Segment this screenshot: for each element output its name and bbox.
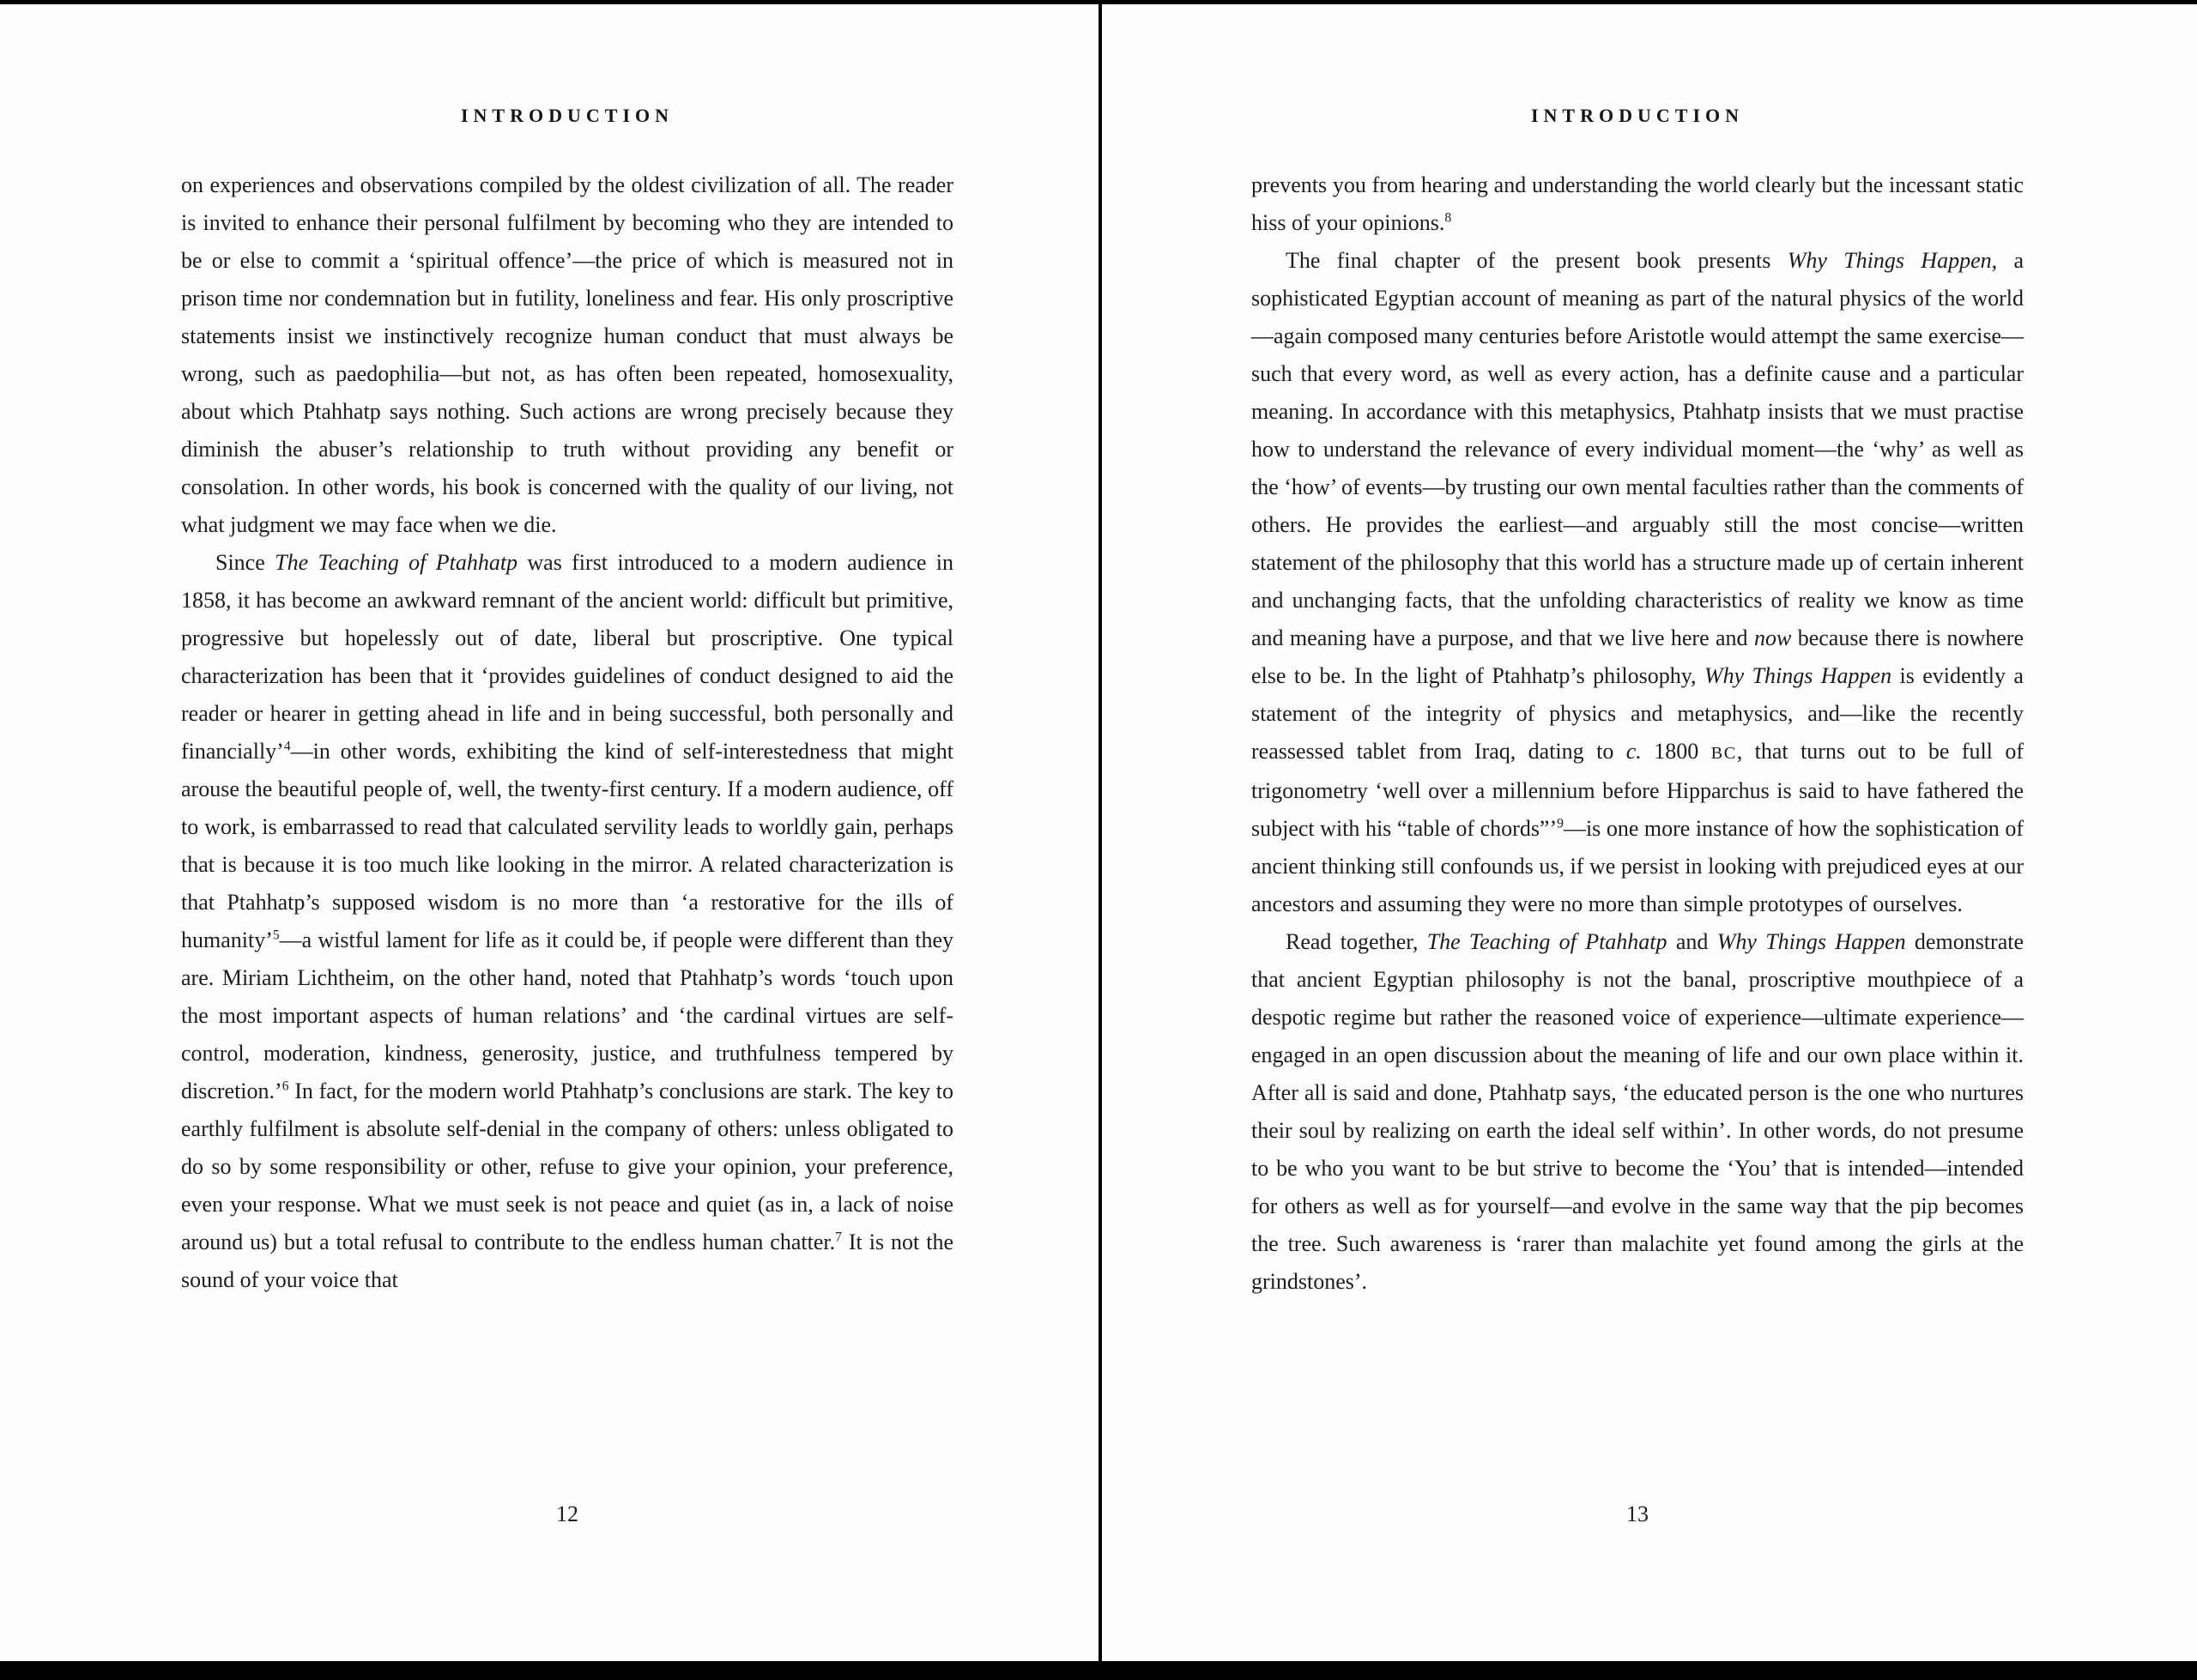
page-body-left xyxy=(181,166,953,1299)
text-run: 1800 xyxy=(1641,739,1711,764)
text-run: 6 xyxy=(281,1079,289,1094)
text-run: In fact, for the modern world Ptahhatp’s conclusions are stark. The key to earthly fulfilment is absolute self-denial in the company of others: unless obligated to do so by some responsibility or other, refuse to give your opinion, your preference, even your response. What we must seek is not peace and quiet (as in, a lack of noise around us) but a total refusal to contribute to the endless human chatter. xyxy=(181,1079,953,1254)
text-run: Why Things Happen xyxy=(1716,929,1906,954)
paragraph xyxy=(1251,242,2024,923)
text-run: 8 xyxy=(1444,210,1452,226)
paragraph xyxy=(181,166,953,544)
text-run: The final chapter of the present book presents xyxy=(1286,248,1788,273)
text-run: , that turns out to be full of trigonometry ‘well over a millennium before Hipparchus is said to have fathered the subject with his “table of chords”’ xyxy=(1251,739,2024,841)
text-run: The Teaching of Ptahhatp xyxy=(1426,929,1667,954)
text-run: demonstrate that ancient Egyptian philosophy is not the banal, proscriptive mouthpiece of a despotic regime but rather the reasoned voice of experience—ultimate experience—engaged in an open discussion about the meaning of life and our own place within it. After all is said and done, Ptahhatp says, ‘the educated person is the one who nurtures their soul by realizing on earth the ideal self within’. In other words, do not presume to be who you want to be but strive to become the ‘You’ that is intended—intended for others as well as for yourself—and evolve in the same way that the pip becomes the tree. Such awareness is ‘rarer than malachite yet found among the girls at the grindstones’. xyxy=(1251,929,2024,1294)
text-run: The Teaching of Ptahhatp xyxy=(275,550,518,575)
text-run: now xyxy=(1753,625,1792,650)
text-run: , a sophisticated Egyptian account of meaning as part of the natural physics of the world—again composed many centuries before Aristotle would attempt the same exercise—such that every word, as well as every action, has a definite cause and a particular meaning. In accordance with this metaphysics, Ptahhatp insists that we must practise how to understand the relevance of every individual moment—the ‘why’ as well as the ‘how’ of events—by trusting our own mental faculties rather than the comments of others. He provides the earliest—and arguably still the most concise—written statement of the philosophy that this world has a structure made up of certain inherent and unchanging facts, that the unfolding characteristics of reality we know as time and meaning have a purpose, and that we live here and xyxy=(1251,248,2024,650)
text-run: 4 xyxy=(283,739,291,754)
page-right xyxy=(1102,0,2197,1680)
text-run: c. xyxy=(1625,739,1642,764)
running-head-right: INTRODUCTION xyxy=(1530,105,1745,126)
text-run: 9 xyxy=(1557,816,1564,831)
paragraph xyxy=(1251,923,2024,1301)
text-run: was first introduced to a modern audience in 1858, it has become an awkward remnant of the ancient world: difficult but primitive, progressive but hopelessly out of date, liberal but proscriptive. One typical characterization has been that it ‘provides guidelines of conduct designed to aid the reader or hearer in getting ahead in life and in being successful, both personally and financially’ xyxy=(181,550,954,764)
text-run: —a wistful lament for life as it could be, if people were different than they are. Miriam Lichtheim, on the other hand, noted that Ptahhatp’s words ‘touch upon the most important aspects of human relations’ and ‘the cardinal virtues are self-control, moderation, kindness, generosity, justice, and truthfulness tempered by discretion.’ xyxy=(181,928,953,1103)
page-number-left: 12 xyxy=(556,1502,578,1526)
text-run: —is one more instance of how the sophistication of ancient thinking still confounds us, if we persist in looking with prejudiced eyes at our ancestors and assuming they were no more than simple prototypes of ourselves. xyxy=(1251,816,2025,916)
text-run: 7 xyxy=(835,1230,842,1245)
text-run: Read together, xyxy=(1286,929,1427,954)
text-run: prevents you from hearing and understanding the world clearly but the incessant static hiss of your opinions. xyxy=(1251,172,2024,235)
text-run: on experiences and observations compiled by the oldest civilization of all. The reader is invited to enhance their personal fulfilment by becoming who they are intended to be or else to commit a ‘spiritual offence’—the price of which is measured not in prison time nor condemnation but in futility, loneliness and fear. His only proscriptive statements insist we instinctively recognize human conduct that must always be wrong, such as paedophilia—but not, as has often been repeated, homosexuality, about which Ptahhatp says nothing. Such actions are wrong precisely because they diminish the abuser’s relationship to truth without providing any benefit or consolation. In other words, his book is concerned with the quality of our living, not what judgment we may face when we die. xyxy=(181,172,953,537)
text-run: Why Things Happen xyxy=(1787,248,1992,273)
page-left xyxy=(0,0,1098,1680)
paragraph xyxy=(181,544,953,1299)
text-run: is evidently a statement of the integrity of physics and metaphysics, and—like the recently reassessed tablet from Iraq, dating to xyxy=(1251,663,2024,764)
page-body-right xyxy=(1251,166,2024,1301)
text-run: Why Things Happen xyxy=(1704,663,1892,688)
text-run: because there is nowhere else to be. In the light of Ptahhatp’s philosophy, xyxy=(1251,625,2024,688)
text-run: It is not the sound of your voice that xyxy=(181,1230,953,1292)
paragraph xyxy=(1251,166,2024,242)
text-run: 5 xyxy=(272,928,280,943)
page-number-right: 13 xyxy=(1626,1502,1649,1526)
running-head-left: INTRODUCTION xyxy=(460,105,675,126)
text-run: Since xyxy=(215,550,275,575)
text-run: and xyxy=(1667,929,1717,954)
text-run: BC xyxy=(1710,744,1737,763)
text-run: —in other words, exhibiting the kind of self-interestedness that might arouse the beautiful people of, well, the twenty-first century. If a modern audience, off to work, is embarrassed to read that calculated servility leads to worldly gain, perhaps that is because it is too much like looking in the mirror. A related characterization is that Ptahhatp’s supposed wisdom is no more than ‘a restorative for the ills of humanity’ xyxy=(181,739,953,952)
